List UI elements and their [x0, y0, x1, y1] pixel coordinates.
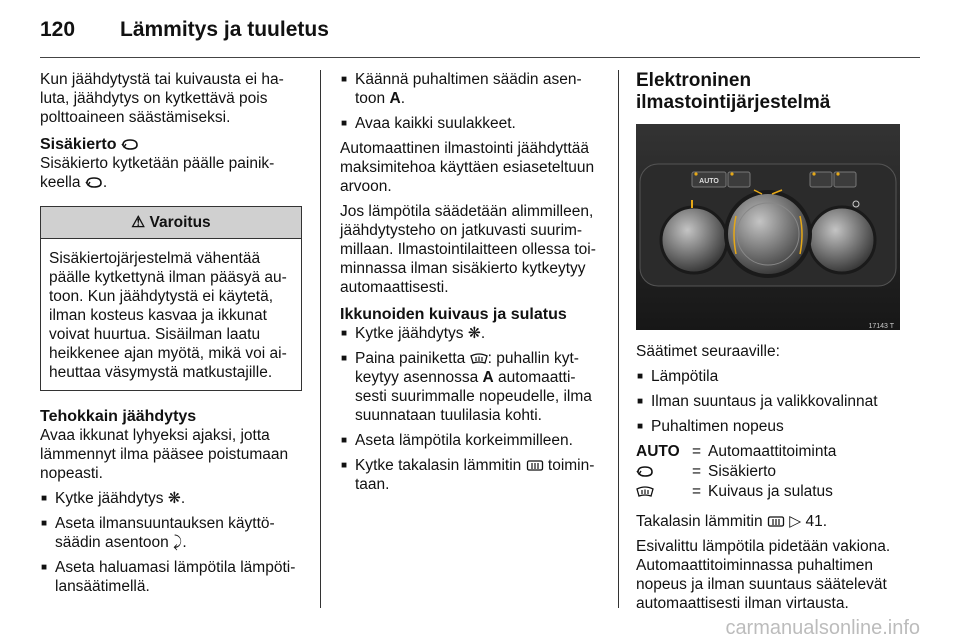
- controls-list: [636, 367, 922, 436]
- column-divider-1: [320, 70, 321, 608]
- recirc-text: Sisäkierto kytketään päälle painik-keella .: [40, 155, 275, 191]
- climate-control-panel-image: [636, 124, 900, 330]
- page-header: [40, 16, 920, 56]
- intro-paragraph: Kun jäähdytystä tai kuivausta ei ha-luta, jäähdytys on kytkettävä pois polttoaineen säästämiseksi.: [40, 71, 284, 126]
- warning-body: Sisäkiertojärjestelmä vähentää päälle kytkettynä ilman pääsyä au-toon. Kun jäähdytystä ei käytetä, ilman kosteus kasvaa ja ikkunat voivat huurtua. Sisäilman laatu heikkenee ajan myötä, mikä voi ai-heuttaa väsymystä matkustajille.: [49, 250, 287, 381]
- table-row: AUTO = Automaattitoiminta: [636, 443, 837, 460]
- auto-button-label: AUTO: [699, 178, 719, 185]
- defog-steps: [340, 324, 602, 494]
- snowflake-icon: ❋: [167, 490, 181, 507]
- image-code: 17143 T: [868, 323, 894, 330]
- rear-window-heater-icon: [767, 516, 785, 527]
- list-item: ■ Kytke jäähdytys ❋.: [340, 324, 602, 343]
- recirculation-icon: [121, 139, 139, 150]
- lowest-temp-text: Jos lämpötila säädetään alimmilleen, jäähdytysteho on jatkuvasti suurim-millaan. Ilmastointilaitteen ollessa toi-minnassa ilman sisäkierto kytkeytyy automaattisesti.: [340, 203, 596, 296]
- warning-header: ⚠ Varoitus: [41, 207, 301, 239]
- warning-box: [40, 206, 302, 391]
- list-item: ■ Avaa kaikki suulakkeet.: [340, 114, 602, 133]
- cooling-text: Avaa ikkunat lyhyeksi ajaksi, jotta lämmennyt ilma pääsee poistumaan nopeasti.: [40, 427, 289, 482]
- list-item: ■ Kytke takalasin lämmitin toimin-taan.: [340, 456, 602, 494]
- cooling-heading: Tehokkain jäähdytys: [40, 408, 197, 425]
- rear-heater-ref: Takalasin lämmitin ▷ 41.: [636, 513, 828, 530]
- recirculation-icon: [85, 177, 103, 188]
- cooling-steps: [40, 489, 302, 596]
- header-divider: [40, 57, 920, 58]
- column-3: [636, 70, 922, 619]
- list-item: ■ Paina painiketta : puhallin kyt-keytyy asennossa A automaatti-sesti suurimmalle nopeudelle, ilma suunnataan tuulilasia kohti.: [340, 349, 602, 425]
- list-item: ■ Kytke jäähdytys ❋.: [40, 489, 302, 508]
- column-1: [40, 70, 302, 602]
- page-reference-icon[interactable]: ▷: [789, 513, 802, 530]
- column-divider-2: [618, 70, 619, 608]
- list-item: ■ Käännä puhaltimen säädin asen-toon A.: [340, 70, 602, 108]
- button-legend: [636, 442, 836, 502]
- defog-heading: Ikkunoiden kuivaus ja sulatus: [340, 306, 567, 323]
- auto-cooling-text: Automaattinen ilmastointi jäähdyttää maksimitehoa käyttäen esiaseteltuun arvoon.: [340, 140, 595, 195]
- rear-window-heater-icon: [526, 460, 544, 471]
- table-row: = Sisäkierto: [636, 462, 836, 482]
- list-item: ■ Puhaltimen nopeus: [636, 417, 922, 436]
- air-direction-icon: ⤸: [173, 534, 183, 551]
- page-number: 120: [40, 18, 76, 41]
- section-heading: Elektroninen ilmastointijärjestelmä: [636, 70, 831, 113]
- page-title: Lämmitys ja tuuletus: [120, 18, 329, 41]
- list-item: ■ Aseta haluamasi lämpötila lämpöti-lansäätimellä.: [40, 558, 302, 596]
- column-2: [340, 70, 602, 500]
- list-item: ■ Aseta lämpötila korkeimmilleen.: [340, 431, 602, 450]
- windshield-defrost-icon: [470, 353, 488, 364]
- windshield-defrost-icon: [636, 486, 654, 497]
- list-item: ■ Lämpötila: [636, 367, 922, 386]
- watermark: carmanualsonline.info: [725, 617, 920, 639]
- list-item: ■ Aseta ilmansuuntauksen käyttö-säädin asentoon ⤸.: [40, 514, 302, 552]
- recirculation-icon: [636, 466, 654, 477]
- cooling-steps-continued: [340, 70, 602, 133]
- list-item: ■ Ilman suuntaus ja valikkovalinnat: [636, 392, 922, 411]
- final-paragraph: Esivalittu lämpötila pidetään vakiona. Automaattitoiminnassa puhaltimen nopeus ja ilman suuntaus säätelevät automaattisesti ilman virtausta.: [636, 538, 891, 612]
- warning-icon: ⚠: [131, 214, 146, 231]
- controls-intro: Säätimet seuraaville:: [636, 343, 780, 360]
- recirc-heading: Sisäkierto: [40, 135, 302, 154]
- auto-key: AUTO: [636, 443, 680, 460]
- snowflake-icon: ❋: [467, 325, 481, 342]
- table-row: = Kuivaus ja sulatus: [636, 482, 836, 502]
